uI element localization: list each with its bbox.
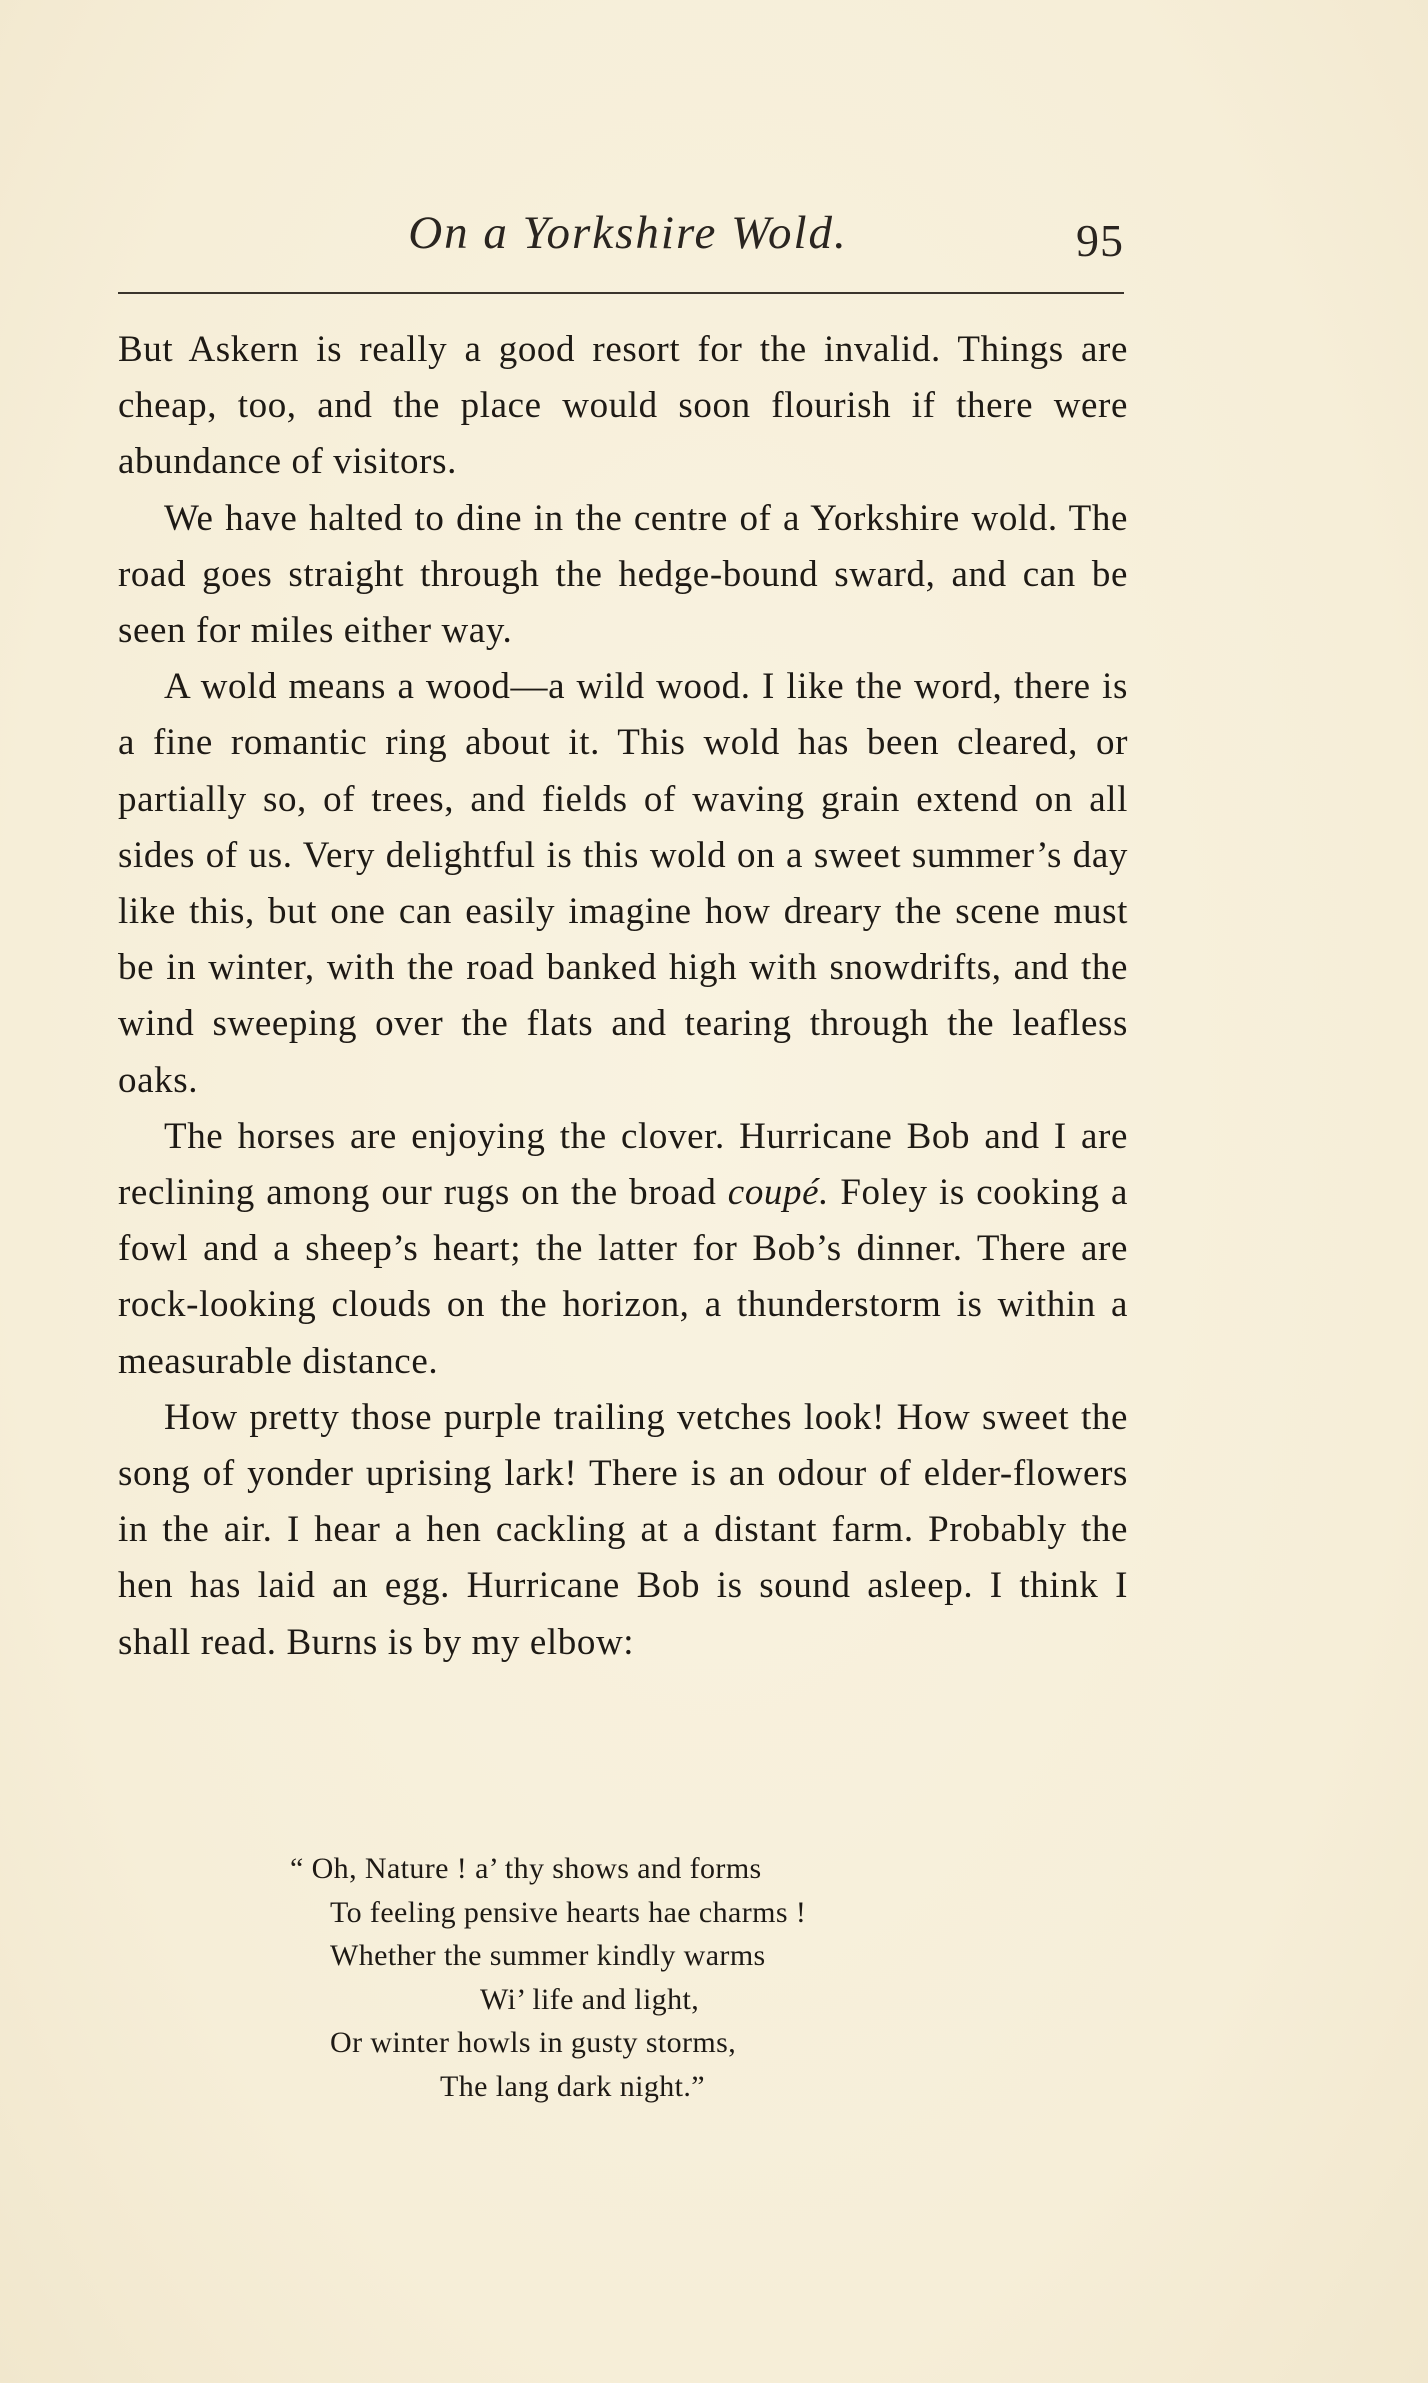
page-header xyxy=(118,196,1124,276)
body-text xyxy=(118,322,1128,1671)
paragraph-5: How pretty those purple trailing vetches look! How sweet the song of yonder uprising lark! There is an odour of elder-flowers in the air. I hear a hen cackling at a distant farm. Probably the hen has laid an egg. Hurricane Bob is sound asleep. I think I shall read. Burns is by my elbow: xyxy=(118,1396,1128,1663)
poem-line-6: The lang dark night.” xyxy=(440,2069,705,2103)
paragraph-1: But Askern is really a good resort for the invalid. Things are cheap, too, and the place would soon flourish if there were abundance of visitors. xyxy=(118,329,1128,483)
paragraph-4 xyxy=(118,1109,1128,1390)
paragraph-2: We have halted to dine in the centre of a Yorkshire wold. The road goes straight through the hedge-bound sward, and can be seen for miles either way. xyxy=(118,497,1128,652)
paragraph-4-start: The horses are enjoying the clover. Hurricane Bob and I are reclining among our rugs on the broad xyxy=(118,1115,1128,1214)
poem-line-3: Whether the summer kindly warms xyxy=(330,1939,766,1972)
poem-line-5: Or winter howls in gusty storms, xyxy=(330,2026,737,2059)
poem-line-4: Wi’ life and light, xyxy=(480,1982,700,2016)
poem-line-2: To feeling pensive hearts hae charms ! xyxy=(330,1895,807,1929)
paragraph-4-end: Foley is cooking a fowl and a sheep’s heart; the latter for Bob’s dinner. There are rock-looking clouds on the horizon, a thunderstorm is within a measurable distance. xyxy=(118,1172,1129,1382)
running-title: On a Yorkshire Wold. xyxy=(408,207,848,259)
page-number: 95 xyxy=(1076,215,1124,266)
poem-line-1: “ Oh, Nature ! a’ thy shows and forms xyxy=(290,1852,762,1885)
poem-quote xyxy=(290,1847,990,2108)
paragraph-3: A wold means a wood—a wild wood. I like the word, there is a fine romantic ring about it. This wold has been cleared, or partially so, of trees, and fields of waving grain extend on all sides of us. Very delightful is this wold on a sweet summer’s day like this, but one can easily imagine how dreary the scene must be in winter, with the road banked high with snowdrifts, and the wind sweeping over the flats and tearing through the leafless oaks. xyxy=(118,666,1128,1101)
header-rule xyxy=(118,292,1124,294)
italic-word: coupé. xyxy=(727,1172,829,1214)
